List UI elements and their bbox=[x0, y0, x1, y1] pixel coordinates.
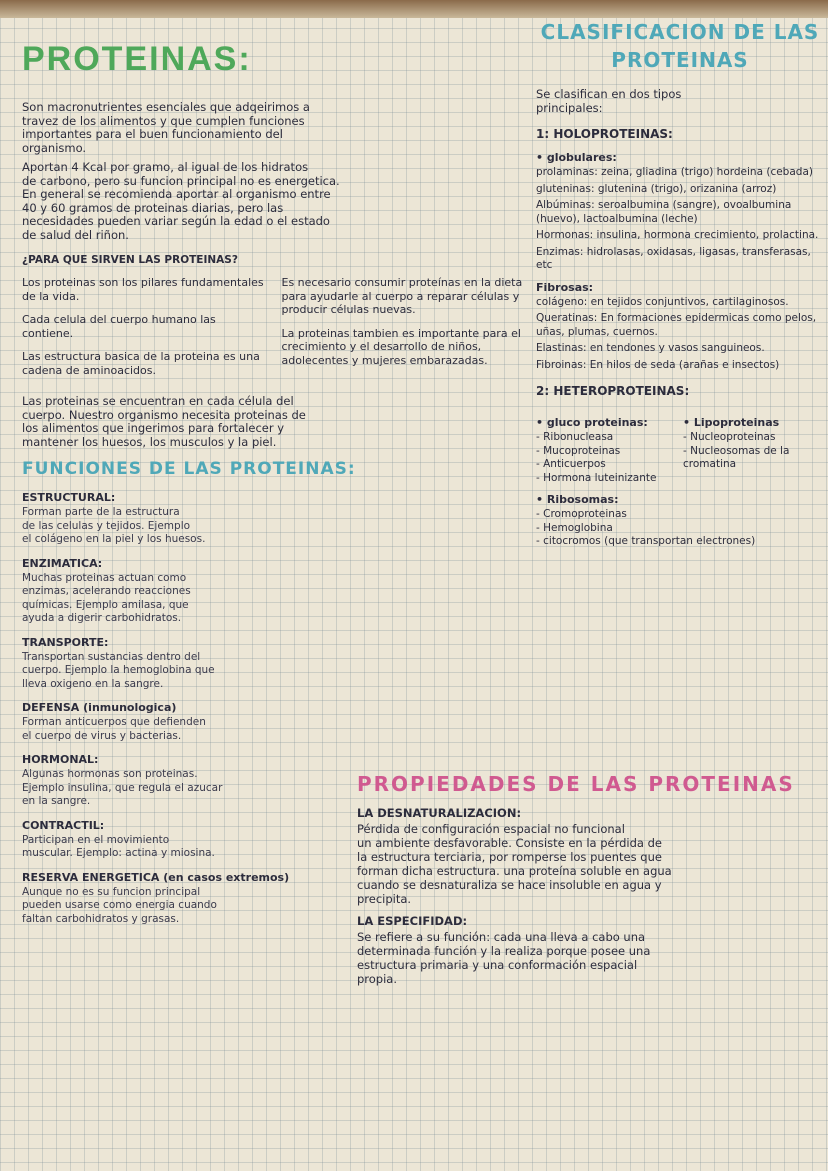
globular-item: gluteninas: glutenina (trigo), orizanina (arroz) bbox=[536, 182, 777, 195]
question-heading: ¿PARA QUE SIRVEN LAS PROTEINAS? bbox=[22, 254, 238, 266]
glycoproteins-column bbox=[536, 408, 677, 485]
function-heading: TRANSPORTE: bbox=[22, 635, 109, 649]
right-column bbox=[536, 18, 824, 549]
classification-intro: Se clasifican en dos tipos principales: bbox=[536, 87, 682, 115]
function-text: Transportan sustancias dentro del cuerpo. Ejemplo la hemoglobina que lleva oxigeno en la sangre. bbox=[22, 650, 215, 690]
use-item: Es necesario consumir proteínas en la dieta para ayudarle al cuerpo a reparar células y producir células nuevas. bbox=[281, 276, 523, 316]
ribosome-item: - Hemoglobina bbox=[536, 521, 613, 534]
use-item: La proteinas tambien es importante para el crecimiento y el desarrollo de niños, adolecentes y mujeres embarazadas. bbox=[281, 326, 521, 367]
function-heading: ESTRUCTURAL: bbox=[22, 491, 116, 504]
function-heading: HORMONAL: bbox=[22, 753, 99, 766]
property-text: Pérdida de configuración espacial no funcional un ambiente desfavorable. Consiste en la pérdida de la estructura terciaria, por romperse los puentes que forman dicha estructura. una proteína soluble en agua cuando se desnaturaliza se hace insoluble en agua y precipita. bbox=[357, 822, 672, 906]
function-heading: CONTRACTIL: bbox=[22, 818, 105, 832]
function-text: Aunque no es su funcion principal pueden usarse como energia cuando faltan carbohidratos y grasas. bbox=[22, 885, 217, 925]
function-text: Algunas hormonas son proteinas. Ejemplo insulina, que regula el azucar en la sangre. bbox=[22, 768, 223, 807]
ribosomes-heading: • Ribosomas: bbox=[536, 493, 619, 506]
globular-heading: • globulares: bbox=[536, 151, 617, 164]
uses-column-a bbox=[22, 276, 268, 387]
lipoprotein-item: - Nucleosomas de la cromatina bbox=[683, 444, 790, 470]
property-text: Se refiere a su función: cada una lleva a cabo una determinada función y la realiza porque posee una estructura primaria y una conformación espacial propia. bbox=[357, 930, 651, 986]
fibrous-heading: Fibrosas: bbox=[536, 280, 594, 294]
globular-item: Enzimas: hidrolasas, oxidasas, ligasas, transferasas, etc bbox=[536, 245, 811, 271]
globular-item: prolaminas: zeina, gliadina (trigo) hordeina (cebada) bbox=[536, 166, 813, 178]
function-text: Participan en el movimiento muscular. Ejemplo: actina y miosina. bbox=[22, 833, 215, 859]
fibrous-item: colágeno: en tejidos conjuntivos, cartilaginosos. bbox=[536, 295, 789, 308]
glycoprotein-item: - Anticuerpos bbox=[536, 458, 606, 470]
lipoprotein-item: - Nucleoproteinas bbox=[683, 431, 776, 443]
glycoprotein-item: - Mucoproteinas bbox=[536, 444, 621, 457]
function-block bbox=[22, 636, 527, 692]
function-heading: DEFENSA (inmunologica) bbox=[22, 701, 177, 714]
fibrous-item: Fibroinas: En hilos de seda (arañas e insectos) bbox=[536, 358, 780, 371]
use-item: Cada celula del cuerpo humano las contiene. bbox=[22, 313, 216, 340]
fibrous-item: Elastinas: en tendones y vasos sanguineos. bbox=[536, 342, 765, 354]
lipoproteins-heading: • Lipoproteinas bbox=[683, 416, 780, 429]
function-block bbox=[22, 491, 527, 547]
functions-title: FUNCIONES DE LAS PROTEINAS: bbox=[22, 459, 356, 479]
classification-title: CLASIFICACION DE LAS PROTEINAS bbox=[540, 20, 820, 72]
glycoprotein-item: - Hormona luteinizante bbox=[536, 471, 657, 484]
heteroproteins-columns bbox=[536, 408, 824, 485]
uses-columns bbox=[22, 276, 527, 387]
ribosome-item: - Cromoproteinas bbox=[536, 508, 627, 520]
notebook-top-edge bbox=[0, 0, 828, 18]
properties-title: PROPIEDADES DE LAS PROTEINAS bbox=[357, 772, 795, 796]
intro-paragraph: Son macronutrientes esenciales que adqeirimos a travez de los alimentos y que cumplen funciones importantes para el buen funcionamiento del organismo. bbox=[22, 100, 310, 155]
energy-paragraph: Aportan 4 Kcal por gramo, al igual de los hidratos de carbono, pero su funcion principal no es energetica. En general se recomienda aportar al organismo entre 40 y 60 gramos de proteinas diarias, pero las necesidades pueden variar según la edad o el estado de salud del riñon. bbox=[22, 160, 340, 242]
properties-section bbox=[357, 772, 823, 994]
body-paragraph: Las proteinas se encuentran en cada célula del cuerpo. Nuestro organismo necesita proteinas de los alimentos que ingerimos para fortalecer y mantener los huesos, los musculos y la piel. bbox=[22, 394, 306, 449]
property-heading: LA ESPECIFIDAD: bbox=[357, 914, 468, 928]
lipoproteins-column bbox=[683, 408, 824, 485]
glycoproteins-heading: • gluco proteinas: bbox=[536, 416, 648, 429]
page-title: PROTEINAS: bbox=[22, 40, 252, 78]
function-heading: ENZIMATICA: bbox=[22, 556, 103, 570]
property-heading: LA DESNATURALIZACION: bbox=[357, 806, 522, 820]
fibrous-item: Queratinas: En formaciones epidermicas como pelos, uñas, plumas, cuernos. bbox=[536, 312, 817, 338]
use-item: Las estructura basica de la proteina es una cadena de aminoacidos. bbox=[22, 350, 260, 377]
function-block bbox=[22, 557, 527, 626]
ribosome-item: - citocromos (que transportan electrones) bbox=[536, 535, 756, 547]
globular-item: Hormonas: insulina, hormona crecimiento, prolactina. bbox=[536, 229, 819, 241]
glycoprotein-item: - Ribonucleasa bbox=[536, 431, 614, 443]
heteroproteins-heading: 2: HETEROPROTEINAS: bbox=[536, 384, 690, 398]
use-item: Los proteinas son los pilares fundamentales de la vida. bbox=[22, 276, 264, 303]
uses-column-b bbox=[282, 276, 528, 387]
function-block bbox=[22, 701, 527, 743]
function-text: Muchas proteinas actuan como enzimas, acelerando reacciones químicas. Ejemplo amilasa, que ayuda a digerir carbohidratos. bbox=[22, 571, 191, 624]
holoproteins-heading: 1: HOLOPROTEINAS: bbox=[536, 127, 673, 141]
function-text: Forman parte de la estructura de las celulas y tejidos. Ejemplo el colágeno en la piel y los huesos. bbox=[22, 506, 206, 545]
function-heading: RESERVA ENERGETICA (en casos extremos) bbox=[22, 870, 290, 884]
globular-item: Albúminas: seroalbumina (sangre), ovoalbumina (huevo), lactoalbumina (leche) bbox=[536, 199, 792, 225]
function-text: Forman anticuerpos que defienden el cuerpo de virus y bacterias. bbox=[22, 716, 206, 742]
